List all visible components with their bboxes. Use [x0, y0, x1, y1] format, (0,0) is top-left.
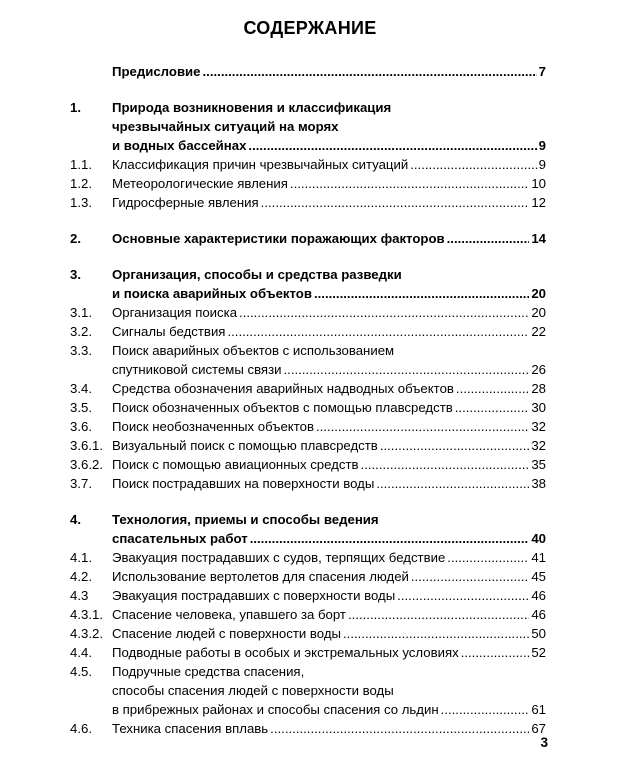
toc-entry-page: 40 [531, 531, 546, 546]
toc-entry-number: 4.3.2. [70, 626, 103, 641]
toc-entry[interactable] [70, 567, 546, 586]
section-spacer [70, 248, 546, 265]
toc-entry[interactable] [70, 155, 546, 174]
toc-entry-title-line: Визуальный поиск с помощью плавсредств [112, 438, 378, 453]
dot-leader [441, 700, 530, 719]
toc-entry-number: 4.1. [70, 550, 92, 565]
toc-entry-title-line: спасательных работ [112, 531, 248, 546]
dot-leader [411, 567, 529, 586]
toc-entry-page: 38 [531, 476, 546, 491]
toc-entry-number: 4.3 [70, 588, 89, 603]
toc-entry-page: 45 [531, 569, 546, 584]
toc-entry-page: 52 [531, 645, 546, 660]
toc-entry-title-line: Средства обозначения аварийных надводных объектов [112, 381, 454, 396]
dot-leader [261, 193, 530, 212]
dot-leader [376, 474, 529, 493]
toc-entry-title-line: Техника спасения вплавь [112, 721, 269, 736]
toc-entry-title-line: Гидросферные явления [112, 195, 259, 210]
toc-entry-title-line: Классификация причин чрезвычайных ситуаций [112, 157, 409, 172]
toc-entry-number: 1.2. [70, 176, 92, 191]
dot-leader [203, 62, 537, 81]
toc-entry-page: 14 [531, 231, 546, 246]
toc-entry-title-line: Эвакуация пострадавших с судов, терпящих бедствие [112, 550, 446, 565]
toc-entry-page: 46 [531, 607, 546, 622]
dot-leader [248, 136, 536, 155]
toc-entry-page: 20 [531, 305, 546, 320]
toc-entry-page: 22 [531, 324, 546, 339]
toc-entry-page: 32 [531, 438, 546, 453]
section-spacer [70, 212, 546, 229]
table-of-contents [70, 62, 546, 738]
toc-entry-page: 9 [538, 138, 546, 153]
toc-entry-page: 9 [538, 157, 546, 172]
toc-entry-page: 41 [531, 550, 546, 565]
toc-entry-number: 3.4. [70, 381, 92, 396]
toc-entry-page: 61 [531, 702, 546, 717]
toc-entry-title-line: Поиск необозначенных объектов [112, 419, 314, 434]
toc-entry-number: 4.3.1. [70, 607, 103, 622]
dot-leader [447, 548, 529, 567]
toc-entry[interactable] [70, 643, 546, 662]
toc-entry-number: 3.7. [70, 476, 92, 491]
page-number: 3 [540, 735, 548, 750]
dot-leader [284, 360, 530, 379]
toc-entry-page: 26 [531, 362, 546, 377]
dot-leader [397, 586, 529, 605]
toc-entry[interactable] [70, 455, 546, 474]
toc-entry-title-line: спутниковой системы связи [112, 362, 282, 377]
toc-entry[interactable] [70, 193, 546, 212]
toc-entry-title-line: Природа возникновения и классификация [112, 100, 392, 115]
dot-leader [455, 398, 530, 417]
toc-entry[interactable] [70, 303, 546, 322]
toc-entry-page: 50 [531, 626, 546, 641]
toc-entry-number: 4.4. [70, 645, 92, 660]
dot-leader [447, 229, 530, 248]
toc-entry-number: 3.6. [70, 419, 92, 434]
toc-entry[interactable] [70, 265, 546, 303]
toc-entry-page: 7 [538, 64, 546, 79]
toc-entry[interactable] [70, 98, 546, 155]
toc-entry[interactable] [70, 624, 546, 643]
section-spacer [70, 81, 546, 98]
toc-entry-title-line: Спасение человека, упавшего за борт [112, 607, 346, 622]
dot-leader [250, 529, 530, 548]
toc-entry-title-line: Предисловие [112, 64, 201, 79]
toc-entry[interactable] [70, 174, 546, 193]
section-spacer [70, 493, 546, 510]
toc-entry[interactable] [70, 398, 546, 417]
toc-entry-title-line: Метеорологические явления [112, 176, 288, 191]
dot-leader [314, 284, 529, 303]
toc-entry[interactable] [70, 719, 546, 738]
toc-entry-title-line: Основные характеристики поражающих факторов [112, 231, 445, 246]
toc-entry[interactable] [70, 62, 546, 81]
toc-entry[interactable] [70, 605, 546, 624]
toc-entry[interactable] [70, 229, 546, 248]
toc-entry-number: 3.2. [70, 324, 92, 339]
toc-entry-title-line: Использование вертолетов для спасения людей [112, 569, 409, 584]
dot-leader [461, 643, 530, 662]
toc-entry-number: 1. [70, 100, 81, 115]
toc-entry-title-line: Поиск аварийных объектов с использованием [112, 343, 395, 358]
dot-leader [290, 174, 529, 193]
dot-leader [361, 455, 530, 474]
toc-entry-number: 2. [70, 231, 81, 246]
toc-entry-title-line: способы спасения людей с поверхности воды [112, 683, 394, 698]
toc-entry-title-line: Организация поиска [112, 305, 238, 320]
dot-leader [456, 379, 529, 398]
toc-entry-number: 4.2. [70, 569, 92, 584]
toc-entry-page: 67 [531, 721, 546, 736]
toc-entry-title-line: в прибрежных районах и способы спасения со льдин [112, 702, 439, 717]
dot-leader [343, 624, 529, 643]
toc-entry-page: 46 [531, 588, 546, 603]
toc-entry-page: 30 [531, 400, 546, 415]
dot-leader [316, 417, 529, 436]
toc-entry-title-line: Организация, способы и средства разведки [112, 267, 402, 282]
toc-entry-number: 3.3. [70, 343, 92, 358]
toc-entry-title-line: Сигналы бедствия [112, 324, 226, 339]
toc-entry-title-line: и поиска аварийных объектов [112, 286, 312, 301]
toc-entry-page: 35 [531, 457, 546, 472]
toc-entry-title-line: Подводные работы в особых и экстремальных условиях [112, 645, 459, 660]
toc-entry[interactable] [70, 436, 546, 455]
toc-entry[interactable] [70, 322, 546, 341]
toc-entry[interactable] [70, 662, 546, 719]
toc-entry[interactable] [70, 341, 546, 379]
toc-entry[interactable] [70, 417, 546, 436]
toc-entry-title-line: Поиск с помощью авиационных средств [112, 457, 359, 472]
toc-entry-number: 3. [70, 267, 81, 282]
toc-entry-title-line: Поиск обозначенных объектов с помощью плавсредств [112, 400, 453, 415]
toc-entry-title-line: и водных бассейнах [112, 138, 247, 153]
toc-entry-page: 20 [531, 286, 546, 301]
dot-leader [380, 436, 530, 455]
toc-entry-page: 32 [531, 419, 546, 434]
toc-entry[interactable] [70, 474, 546, 493]
toc-entry-page: 28 [531, 381, 546, 396]
toc-entry[interactable] [70, 548, 546, 567]
toc-entry-title-line: Технология, приемы и способы ведения [112, 512, 379, 527]
toc-entry-number: 3.1. [70, 305, 92, 320]
toc-entry-page: 12 [531, 195, 546, 210]
toc-entry-number: 4.5. [70, 664, 92, 679]
toc-entry[interactable] [70, 586, 546, 605]
dot-leader [270, 719, 529, 738]
dot-leader [227, 322, 529, 341]
toc-entry-title-line: Поиск пострадавших на поверхности воды [112, 476, 375, 491]
toc-entry-number: 3.6.2. [70, 457, 103, 472]
toc-entry-title-line: Эвакуация пострадавших с поверхности воды [112, 588, 396, 603]
toc-entry-number: 4. [70, 512, 81, 527]
toc-entry-page: 10 [531, 176, 546, 191]
toc-entry-number: 3.6.1. [70, 438, 103, 453]
toc-entry[interactable] [70, 379, 546, 398]
toc-entry[interactable] [70, 510, 546, 548]
dot-leader [239, 303, 529, 322]
toc-entry-title-line: Спасение людей с поверхности воды [112, 626, 341, 641]
toc-entry-title-line: Подручные средства спасения, [112, 664, 305, 679]
toc-entry-number: 4.6. [70, 721, 92, 736]
page-title: СОДЕРЖАНИЕ [243, 18, 377, 38]
dot-leader [348, 605, 529, 624]
toc-entry-number: 1.3. [70, 195, 92, 210]
toc-entry-number: 3.5. [70, 400, 92, 415]
dot-leader [410, 155, 536, 174]
toc-entry-title-line: чрезвычайных ситуаций на морях [112, 119, 339, 134]
toc-entry-number: 1.1. [70, 157, 92, 172]
